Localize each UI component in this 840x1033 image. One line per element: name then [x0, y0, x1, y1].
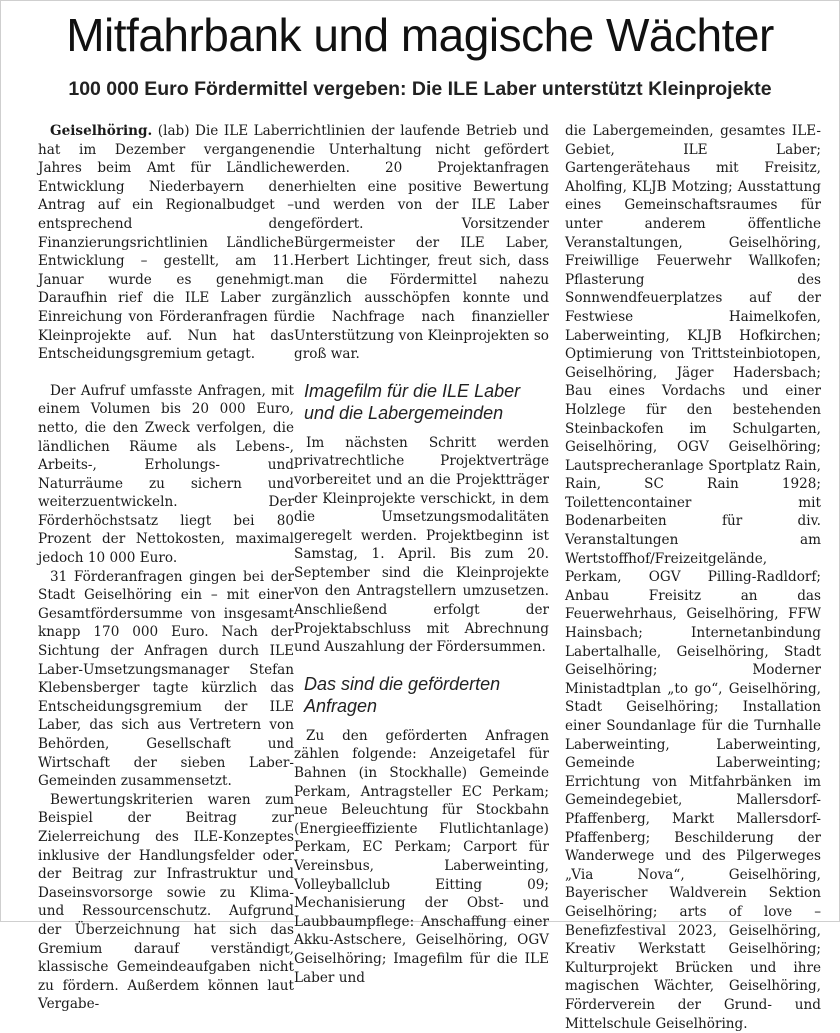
dateline: Geiselhöring.: [50, 123, 153, 139]
text-column-3: [565, 122, 821, 1033]
text-column-1: [38, 122, 294, 1014]
intro-text: (lab) Die ILE Laber hat im Dezember vergangenen Jahres beim Amt für Ländliche Entwicklung Niederbayern den Antrag auf ein Regionalbudget – entsprechend den Finanzierungsrichtlinien Ländliche Entwicklung – gestellt, am 11. Januar wurde es genehmigt. Daraufhin rief die ILE Laber zur Einreichung von Förderanfragen für Kleinprojekte auf. Nun hat das Entscheidungsgremium getagt.: [38, 123, 295, 363]
paragraph: Zu den geförderten Anfragen zählen folgende: Anzeigetafel für Bahnen (in Stockhalle) Gemeinde Perkam, Antragsteller EC Perkam; neue Beleuchtung für Stockbahn (Energieeffiziente Flutlichtanlage) Perkam, EC Perkam; Carport für Vereinsbus, Laberweinting, Volleyballclub Eitting 09; Mechanisierung der Obst- und Laubbaumpflege: Anschaffung einer Akku-Astschere, Geiselhöring, OGV Geiselhöring; Imagefilm für die ILE Laber und: [294, 727, 549, 986]
paragraph: Im nächsten Schritt werden privatrechtliche Projektverträge vorbereitet und an die Projektträger der Kleinprojekte verschickt, in dem die Umsetzungsmodalitäten geregelt werden. Projektbeginn ist Samstag, 1. April. Bis zum 20. September sind die Kleinprojekte von den Antragstellern umzusetzen. Anschließend erfolgt der Projektabschluss mit Abrechnung und Auszahlung der Fördersummen.: [294, 434, 549, 656]
text-column-2: [294, 122, 549, 987]
paragraph: Der Aufruf umfasste Anfragen, mit einem Volumen bis 20 000 Euro, netto, die den Zweck verfolgen, die ländlichen Räume als Lebens-, Arbeits-, Erholungs- und Naturräume zu sichern und weiterzuentwickeln. Der Förderhöchstsatz liegt bei 80 Prozent der Nettokosten, maximal jedoch 10 000 Euro.: [38, 382, 294, 567]
section-subtitle: Das sind die geförderten Anfragen: [304, 673, 501, 716]
article-headline: Mitfahrbank und magische Wächter: [66, 9, 774, 61]
article-subheadline: 100 000 Euro Fördermittel vergeben: Die ILE Laber unterstützt Kleinprojekte: [68, 78, 772, 100]
paragraph: Bewertungskriterien waren zum Beispiel der Beitrag zur Zielerreichung des ILE-Konzeptes inklusive der Handlungsfelder oder der Beitrag zur Infrastruktur und Daseinsvorsorge sowie zu Klima- und Ressourcenschutz. Aufgrund der Überzeichnung hat sich das Gremium darauf verständigt, klassische Gemeindeaufgaben nicht zu fördern. Außerdem können laut Vergabe-: [38, 791, 294, 1013]
section-subtitle: Imagefilm für die ILE Laber und die Labergemeinden: [304, 380, 521, 423]
paragraph: 31 Förderanfragen gingen bei der Stadt Geiselhöring ein – mit einer Gesamtfördersumme von insgesamt knapp 170 000 Euro. Nach der Sichtung der Anfragen durch ILE Laber-Umsetzungsmanager Stefan Klebensberger tagte kürzlich das Entscheidungsgremium der ILE Laber, das sich aus Vertretern von Behörden, Gesellschaft und Wirtschaft der sieben Laber-Gemeinden zusammensetzt.: [38, 568, 294, 790]
paragraph-intro: [38, 122, 294, 364]
paragraph: richtlinien der laufende Betrieb und die Unterhaltung nicht gefördert werden. 20 Projektanfragen erhielten eine positive Bewertung und werden von der ILE Laber gefördert. Vorsitzender Bürgermeister der ILE Laber, Herbert Lichtinger, freut sich, dass man die Fördermittel nahezu gänzlich ausschöpfen konnte und die Nachfrage nach finanzieller Unterstützung von Kleinprojekten so groß war.: [294, 123, 549, 363]
paragraph: die Labergemeinden, gesamtes ILE-Gebiet, ILE Laber; Gartengerätehaus mit Freisitz, Aholfing, KLJB Motzing; Ausstattung eines Gemeinschaftsraumes für unter anderem öffentliche Veranstaltungen, Geiselhöring, Freiwillige Feuerwehr Wallkofen; Pflasterung des Sonnwendfeuerplatzes auf der Festwiese Haimelkofen, Laberweinting, KLJB Hofkirchen; Optimierung von Trittsteinbiotopen, Geiselhöring, Jäger Hadersbach; Bau eines Vordachs und einer Holzlege für den bestehenden Steinbackofen im Schulgarten, Geiselhöring, OGV Geiselhöring; Lautsprecheranlage Sportplatz Rain, Rain, SC Rain 1928; Toilettencontainer mit Bodenarbeiten für div. Veranstaltungen am Wertstoffhof/Freizeitgelände, Perkam, OGV Pilling-Radldorf; Anbau Freisitz an das Feuerwehrhaus, Geiselhöring, FFW Hainsbach; Internetanbindung Labertalhalle, Geiselhöring, Stadt Geiselhöring; Moderner Ministadtplan „to go“, Geiselhöring, Stadt Geiselhöring; Installation einer Soundanlage für die Turnhalle Laberweinting, Laberweinting, Gemeinde Laberweinting; Errichtung von Mitfahrbänken im Gemeindegebiet, Mallersdorf-Pfaffenberg, Markt Mallersdorf-Pfaffenberg; Beschilderung der Wanderwege und des Pilgerweges „Via Nova“, Geiselhöring, Bayerischer Waldverein Sektion Geiselhöring; arts of love – Benefizfestival 2023, Geiselhöring, Kreativ Werkstatt Geiselhöring; Kulturprojekt Brücken und ihre magischen Wächter, Geiselhöring, Förderverein der Grund- und Mittelschule Geiselhöring.: [565, 123, 821, 1032]
